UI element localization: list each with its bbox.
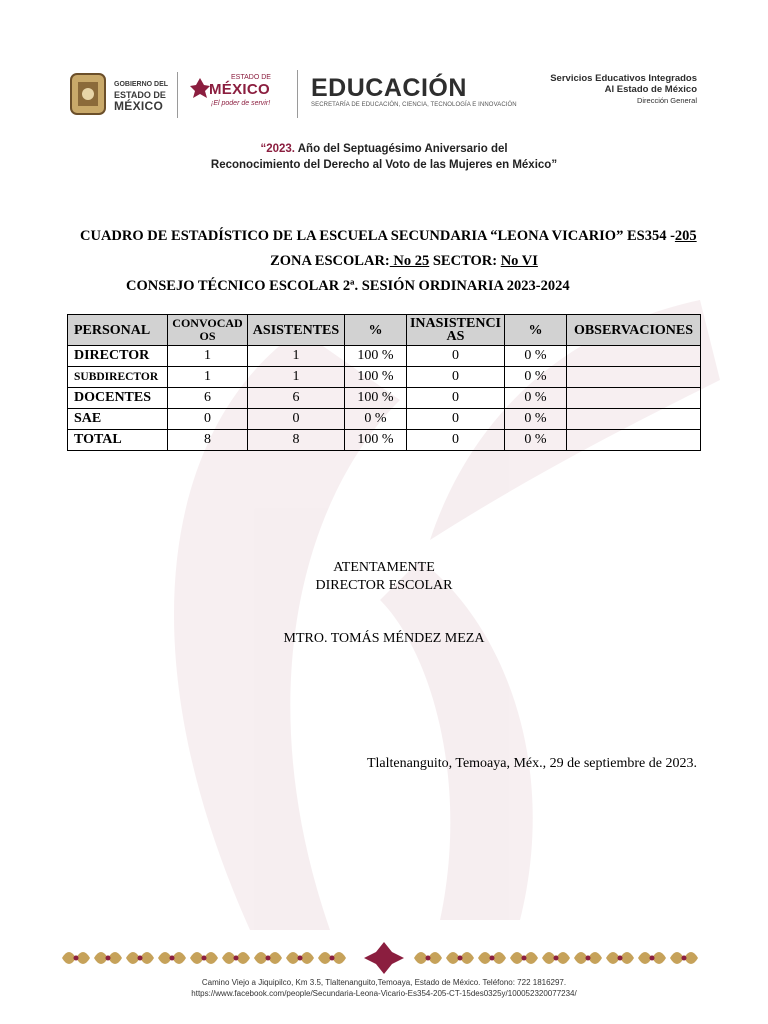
border-motif-dot (138, 956, 143, 961)
cell-asistentes: 8 (248, 430, 345, 451)
signature-title: DIRECTOR ESCOLAR (315, 578, 453, 593)
gobierno-logo (114, 79, 168, 112)
school-code: 205 (674, 228, 697, 244)
cell-asistentes: 1 (248, 367, 345, 388)
cell-percent: 0 % (505, 388, 567, 409)
table-row (68, 346, 701, 367)
sector-label: SECTOR: (429, 253, 501, 269)
cell-asistentes: 6 (248, 388, 345, 409)
border-motif-dot (586, 956, 591, 961)
cell-observaciones (567, 388, 701, 409)
cell-percent: 0 % (505, 430, 567, 451)
cell-percent: 0 % (505, 367, 567, 388)
cell-inasistencias: 0 (407, 388, 505, 409)
border-motif-dot (490, 956, 495, 961)
educacion-title: EDUCACIÓN (311, 74, 467, 102)
cell-percent: 0 % (505, 346, 567, 367)
border-motif-dot (234, 956, 239, 961)
cell-asistentes: 0 (248, 409, 345, 430)
cell-convocados: 6 (168, 388, 248, 409)
header-divider-2 (297, 70, 298, 118)
place-date: Tlaltenanguito, Temoaya, Méx., 29 de septiembre de 2023. (366, 756, 697, 771)
row-label: SUBDIRECTOR (68, 367, 168, 388)
motto-line-2: Reconocimiento del Derecho al Voto de las Mujeres en México” (210, 159, 558, 171)
signature-block (0, 559, 768, 595)
motto-line-1: Año del Septuagésimo Aniversario del (294, 143, 508, 155)
header-percent-inasistencias: % (505, 315, 567, 346)
gobierno-line-3: MÉXICO (114, 99, 164, 113)
cell-observaciones (567, 367, 701, 388)
border-motif-dot (202, 956, 207, 961)
border-motif-dot (618, 956, 623, 961)
cell-convocados: 1 (168, 346, 248, 367)
border-motif-dot (554, 956, 559, 961)
sector-value: No VI (500, 253, 538, 269)
border-motif-dot (266, 956, 271, 961)
border-motif-dot (682, 956, 687, 961)
border-motif-dot (170, 956, 175, 961)
session-line: CONSEJO TÉCNICO ESCOLAR 2ª. SESIÓN ORDINARIA 2023-2024 (126, 278, 570, 294)
cell-percent: 100 % (345, 346, 407, 367)
row-label: TOTAL (68, 430, 168, 451)
header-asistentes: ASISTENTES (248, 315, 345, 346)
seiem-line-3: Dirección General (636, 96, 697, 105)
cell-inasistencias: 0 (407, 430, 505, 451)
state-seal-icon (68, 70, 108, 118)
table-row (68, 409, 701, 430)
cell-percent: 0 % (345, 409, 407, 430)
cell-observaciones (567, 430, 701, 451)
signature-closing: ATENTAMENTE (333, 560, 435, 575)
cell-inasistencias: 0 (407, 409, 505, 430)
border-motif-dot (426, 956, 431, 961)
cell-percent: 100 % (345, 430, 407, 451)
motto-year: “2023. (260, 143, 295, 155)
header-percent-asistentes: % (345, 315, 407, 346)
cell-percent: 100 % (345, 388, 407, 409)
seiem-header (550, 73, 697, 106)
gobierno-line-2: ESTADO DE (114, 90, 166, 100)
border-motif-dot (650, 956, 655, 961)
table-header-row (68, 315, 701, 346)
zone-sector-line (0, 253, 768, 270)
header-personal: PERSONAL (68, 315, 168, 346)
signer-name: MTRO. TOMÁS MÉNDEZ MEZA (283, 631, 485, 646)
cell-convocados: 8 (168, 430, 248, 451)
row-label: DOCENTES (68, 388, 168, 409)
seiem-line-2: Al Estado de México (604, 84, 697, 95)
cell-percent: 100 % (345, 367, 407, 388)
edomex-slogan: ¡El poder de servir! (211, 100, 271, 107)
row-label: DIRECTOR (68, 346, 168, 367)
table-row (68, 430, 701, 451)
border-motif-dot (74, 956, 79, 961)
cell-observaciones (567, 346, 701, 367)
footer-address: Camino Viejo a Jiquipilco, Km 3.5, Tlaltenanguito,Temoaya, Estado de México. Teléfono: 722 1816297. (201, 978, 567, 987)
title-text: CUADRO DE ESTADÍSTICO DE LA ESCUELA SECUNDARIA “LEONA VICARIO” ES354 - (80, 228, 675, 244)
table-row (68, 388, 701, 409)
cell-convocados: 0 (168, 409, 248, 430)
border-motif-dot (522, 956, 527, 961)
border-motif-dot (106, 956, 111, 961)
cell-asistentes: 1 (248, 346, 345, 367)
gobierno-line-1: GOBIERNO DEL (114, 81, 169, 88)
border-motif-dot (458, 956, 463, 961)
edomex-logo (189, 72, 289, 116)
header-inasistencias: INASISTENCI AS (407, 315, 505, 346)
header-divider (177, 72, 178, 118)
educacion-logo (311, 74, 517, 108)
cell-observaciones (567, 409, 701, 430)
document-title (80, 228, 697, 245)
row-label: SAE (68, 409, 168, 430)
decorative-border (62, 940, 706, 976)
center-flower-icon (364, 942, 404, 974)
cell-convocados: 1 (168, 367, 248, 388)
cell-percent: 0 % (505, 409, 567, 430)
statistics-table (67, 314, 701, 451)
edomex-flower-icon (189, 76, 211, 102)
footer-url: https://www.facebook.com/people/Secundaria-Leona-Vicario-Es354-205-CT-15des0325y/100052320077234/ (191, 989, 577, 998)
border-motif-dot (330, 956, 335, 961)
zona-label: ZONA ESCOLAR: (270, 253, 390, 269)
edomex-small-text: ESTADO DE (231, 74, 271, 81)
border-motif-dot (298, 956, 303, 961)
zona-value: No 25 (389, 253, 430, 269)
year-motto (0, 141, 768, 173)
educacion-subtitle: SECRETARÍA DE EDUCACIÓN, CIENCIA, TECNOLOGÍA E INNOVACIÓN (311, 102, 517, 108)
edomex-title: MÉXICO (209, 81, 270, 98)
seiem-line-1: Servicios Educativos Integrados (550, 73, 697, 84)
cell-inasistencias: 0 (407, 346, 505, 367)
header-convocados: CONVOCAD OS (168, 315, 248, 346)
header-observaciones: OBSERVACIONES (567, 315, 701, 346)
table-row (68, 367, 701, 388)
cell-inasistencias: 0 (407, 367, 505, 388)
